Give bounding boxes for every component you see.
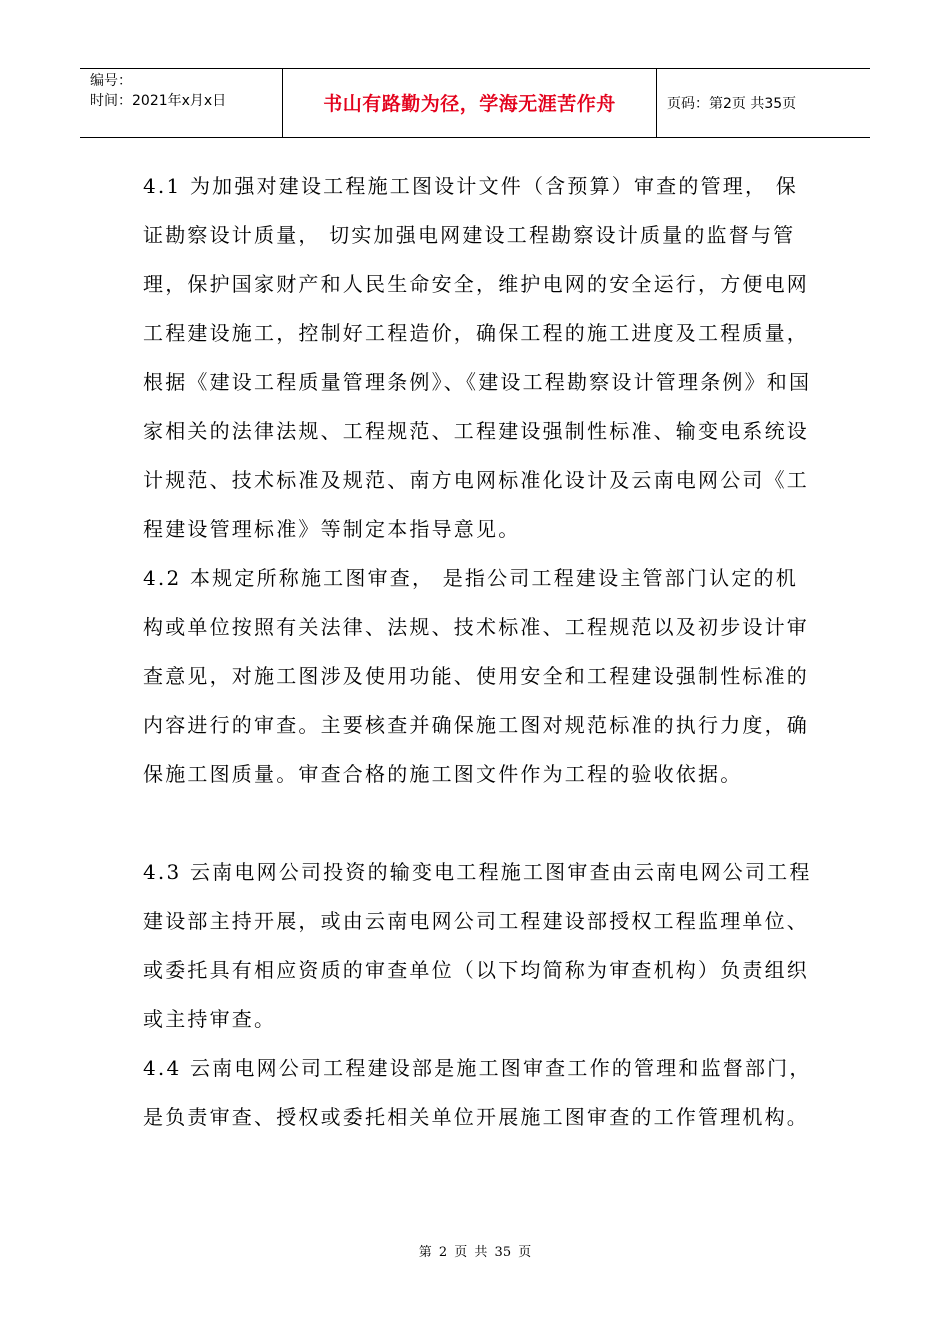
- document-date: 时间：2021年x月x日: [90, 93, 227, 109]
- document-number-label: 编号：: [90, 73, 132, 89]
- header-page-cell: [657, 69, 870, 137]
- page-header: [80, 68, 870, 138]
- header-info-cell: [80, 69, 283, 137]
- paragraph-4-3: 4.3 云南电网公司投资的输变电工程施工图审查由云南电网公司工程建设部主持开展，或由云南电网公司工程建设部授权工程监理单位、或委托具有相应资质的审查单位（以下均简称为审查机构）负责组织或主持审查。: [143, 860, 812, 1031]
- paragraph-4-1: 4.1 为加强对建设工程施工图设计文件（含预算）审查的管理， 保证勘察设计质量， 切实加强电网建设工程勘察设计质量的监督与管理，保护国家财产和人民生命安全，维护电网的安全运行，方便电网工程建设施工，控制好工程造价，确保工程的施工进度及工程质量，根据《建设工程质量管理条例》、《建设工程勘察设计管理条例》和国家相关的法律法规、工程规范、工程建设强制性标准、输变电系统设计规范、技术标准及规范、南方电网标准化设计及云南电网公司《工程建设管理标准》等制定本指导意见。: [143, 174, 812, 541]
- paragraph-4-4: 4.4 云南电网公司工程建设部是施工图审查工作的管理和监督部门，是负责审查、授权或委托相关单位开展施工图审查的工作管理机构。: [143, 1056, 812, 1129]
- header-page-info: 页码：第2页 共35页: [667, 96, 797, 112]
- page-footer: 第 2 页 共 35 页: [418, 1245, 532, 1260]
- header-motto: 书山有路勤为径，学海无涯苦作舟: [323, 93, 616, 115]
- paragraph-spacer: [143, 799, 813, 848]
- document-body: [143, 162, 813, 1142]
- header-motto-cell: [283, 69, 657, 137]
- paragraph-4-2: 4.2 本规定所称施工图审查， 是指公司工程建设主管部门认定的机构或单位按照有关法律、法规、技术标准、工程规范以及初步设计审查意见，对施工图涉及使用功能、使用安全和工程建设强制性标准的内容进行的审查。主要核查并确保施工图对规范标准的执行力度，确保施工图质量。审查合格的施工图文件作为工程的验收依据。: [143, 566, 809, 786]
